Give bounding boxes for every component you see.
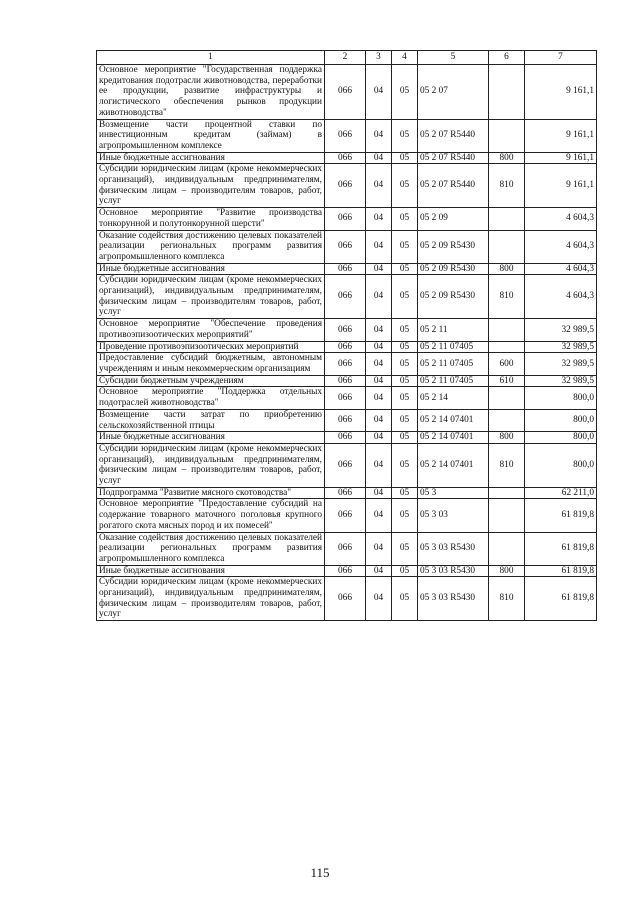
amount-cell: 32 989,5 [525, 375, 597, 387]
subsection-code-cell: 05 [392, 387, 418, 409]
target-article-code-cell: 05 3 [418, 487, 489, 499]
table-row [97, 164, 597, 208]
header-col-2: 2 [325, 51, 366, 65]
expense-type-code-cell [489, 319, 525, 341]
table-row [97, 119, 597, 152]
subsection-code-cell: 05 [392, 487, 418, 499]
amount-cell: 32 989,5 [525, 319, 597, 341]
target-article-code-cell: 05 2 07 R5440 [418, 164, 489, 208]
target-article-code-cell: 05 2 11 07405 [418, 353, 489, 375]
amount-cell: 4 604,3 [525, 275, 597, 319]
amount-cell: 800,0 [525, 409, 597, 431]
section-code-cell: 04 [366, 375, 392, 387]
header-col-1: 1 [97, 51, 325, 65]
ministry-code-cell: 066 [325, 565, 366, 577]
section-code-cell: 04 [366, 577, 392, 621]
target-article-code-cell: 05 2 09 R5430 [418, 230, 489, 263]
target-article-code-cell: 05 3 03 R5430 [418, 532, 489, 565]
target-article-code-cell: 05 2 09 R5430 [418, 263, 489, 275]
item-name-cell: Основное мероприятие "Развитие производства тонкорунной и полутонкорунной шерсти" [97, 208, 325, 230]
amount-cell: 61 819,8 [525, 499, 597, 532]
ministry-code-cell: 066 [325, 375, 366, 387]
table-row [97, 375, 597, 387]
subsection-code-cell: 05 [392, 577, 418, 621]
table-row [97, 319, 597, 341]
item-name-cell: Иные бюджетные ассигнования [97, 565, 325, 577]
ministry-code-cell: 066 [325, 208, 366, 230]
table-row [97, 341, 597, 353]
subsection-code-cell: 05 [392, 275, 418, 319]
ministry-code-cell: 066 [325, 341, 366, 353]
subsection-code-cell: 05 [392, 119, 418, 152]
subsection-code-cell: 05 [392, 341, 418, 353]
header-col-3: 3 [366, 51, 392, 65]
section-code-cell: 04 [366, 432, 392, 444]
expense-type-code-cell [489, 409, 525, 431]
ministry-code-cell: 066 [325, 152, 366, 164]
section-code-cell: 04 [366, 275, 392, 319]
subsection-code-cell: 05 [392, 565, 418, 577]
table-body [97, 65, 597, 621]
table-row [97, 275, 597, 319]
item-name-cell: Подпрограмма "Развитие мясного скотоводства" [97, 487, 325, 499]
table-row [97, 152, 597, 164]
amount-cell: 4 604,3 [525, 230, 597, 263]
section-code-cell: 04 [366, 409, 392, 431]
expense-type-code-cell [489, 119, 525, 152]
item-name-cell: Предоставление субсидий бюджетным, автономным учреждениям и иным некоммерческим организациям [97, 353, 325, 375]
amount-cell: 800,0 [525, 387, 597, 409]
section-code-cell: 04 [366, 208, 392, 230]
section-code-cell: 04 [366, 319, 392, 341]
subsection-code-cell: 05 [392, 164, 418, 208]
target-article-code-cell: 05 2 09 R5430 [418, 275, 489, 319]
expense-type-code-cell: 610 [489, 375, 525, 387]
ministry-code-cell: 066 [325, 487, 366, 499]
section-code-cell: 04 [366, 263, 392, 275]
section-code-cell: 04 [366, 119, 392, 152]
target-article-code-cell: 05 2 11 [418, 319, 489, 341]
subsection-code-cell: 05 [392, 263, 418, 275]
item-name-cell: Субсидии бюджетным учреждениям [97, 375, 325, 387]
budget-table [96, 50, 597, 621]
item-name-cell: Иные бюджетные ассигнования [97, 432, 325, 444]
section-code-cell: 04 [366, 164, 392, 208]
amount-cell: 4 604,3 [525, 208, 597, 230]
ministry-code-cell: 066 [325, 499, 366, 532]
target-article-code-cell: 05 2 14 07401 [418, 409, 489, 431]
amount-cell: 800,0 [525, 443, 597, 487]
expense-type-code-cell: 800 [489, 565, 525, 577]
table-header [97, 51, 597, 65]
expense-type-code-cell: 800 [489, 263, 525, 275]
table-row [97, 230, 597, 263]
subsection-code-cell: 05 [392, 499, 418, 532]
subsection-code-cell: 05 [392, 432, 418, 444]
amount-cell: 61 819,8 [525, 565, 597, 577]
expense-type-code-cell [489, 341, 525, 353]
amount-cell: 61 819,8 [525, 532, 597, 565]
table-row [97, 387, 597, 409]
item-name-cell: Основное мероприятие "Предоставление субсидий на содержание товарного маточного поголовья крупного рогатого скота мясных пород и их помесей" [97, 499, 325, 532]
target-article-code-cell: 05 3 03 R5430 [418, 577, 489, 621]
header-col-4: 4 [392, 51, 418, 65]
ministry-code-cell: 066 [325, 65, 366, 120]
item-name-cell: Субсидии юридическим лицам (кроме некоммерческих организаций), индивидуальным предпринимателям, физическим лицам – производителям товаров, работ, услуг [97, 275, 325, 319]
expense-type-code-cell: 810 [489, 164, 525, 208]
target-article-code-cell: 05 3 03 [418, 499, 489, 532]
amount-cell: 32 989,5 [525, 353, 597, 375]
ministry-code-cell: 066 [325, 263, 366, 275]
item-name-cell: Возмещение части процентной ставки по инвестиционным кредитам (займам) в агропромышленном комплексе [97, 119, 325, 152]
ministry-code-cell: 066 [325, 577, 366, 621]
section-code-cell: 04 [366, 65, 392, 120]
amount-cell: 9 161,1 [525, 164, 597, 208]
item-name-cell: Субсидии юридическим лицам (кроме некоммерческих организаций), индивидуальным предпринимателям, физическим лицам – производителям товаров, работ, услуг [97, 443, 325, 487]
expense-type-code-cell [489, 487, 525, 499]
table-row [97, 432, 597, 444]
ministry-code-cell: 066 [325, 319, 366, 341]
expense-type-code-cell [489, 208, 525, 230]
target-article-code-cell: 05 3 03 R5430 [418, 565, 489, 577]
page-number: 115 [310, 865, 330, 880]
amount-cell: 61 819,8 [525, 577, 597, 621]
amount-cell: 9 161,1 [525, 152, 597, 164]
target-article-code-cell: 05 2 07 [418, 65, 489, 120]
expense-type-code-cell: 810 [489, 443, 525, 487]
item-name-cell: Основное мероприятие "Государственная поддержка кредитования подотрасли животноводства, переработки ее продукции, развитие инфраструктуры и логистического обеспечения рынков продукции животноводства" [97, 65, 325, 120]
ministry-code-cell: 066 [325, 275, 366, 319]
target-article-code-cell: 05 2 09 [418, 208, 489, 230]
section-code-cell: 04 [366, 532, 392, 565]
expense-type-code-cell [489, 230, 525, 263]
target-article-code-cell: 05 2 07 R5440 [418, 152, 489, 164]
header-row [97, 51, 597, 65]
amount-cell: 4 604,3 [525, 263, 597, 275]
table-row [97, 532, 597, 565]
table-row [97, 353, 597, 375]
header-col-6: 6 [489, 51, 525, 65]
ministry-code-cell: 066 [325, 387, 366, 409]
item-name-cell: Возмещение части затрат по приобретению сельскохозяйственной птицы [97, 409, 325, 431]
subsection-code-cell: 05 [392, 65, 418, 120]
ministry-code-cell: 066 [325, 164, 366, 208]
subsection-code-cell: 05 [392, 353, 418, 375]
subsection-code-cell: 05 [392, 319, 418, 341]
section-code-cell: 04 [366, 487, 392, 499]
subsection-code-cell: 05 [392, 375, 418, 387]
section-code-cell: 04 [366, 230, 392, 263]
table-row [97, 263, 597, 275]
expense-type-code-cell: 810 [489, 577, 525, 621]
item-name-cell: Оказание содействия достижению целевых показателей реализации региональных программ развития агропромышленного комплекса [97, 230, 325, 263]
amount-cell: 32 989,5 [525, 341, 597, 353]
item-name-cell: Основное мероприятие "Обеспечение проведения противоэпизоотических мероприятий" [97, 319, 325, 341]
table-row [97, 499, 597, 532]
table-row [97, 577, 597, 621]
subsection-code-cell: 05 [392, 230, 418, 263]
ministry-code-cell: 066 [325, 443, 366, 487]
ministry-code-cell: 066 [325, 432, 366, 444]
item-name-cell: Субсидии юридическим лицам (кроме некоммерческих организаций), индивидуальным предпринимателям, физическим лицам – производителям товаров, работ, услуг [97, 164, 325, 208]
table-row [97, 65, 597, 120]
section-code-cell: 04 [366, 387, 392, 409]
item-name-cell: Иные бюджетные ассигнования [97, 263, 325, 275]
table-row [97, 443, 597, 487]
item-name-cell: Основное мероприятие "Поддержка отдельных подотраслей животноводства" [97, 387, 325, 409]
amount-cell: 9 161,1 [525, 65, 597, 120]
target-article-code-cell: 05 2 07 R5440 [418, 119, 489, 152]
header-col-5: 5 [418, 51, 489, 65]
section-code-cell: 04 [366, 152, 392, 164]
item-name-cell: Проведение противоэпизоотических мероприятий [97, 341, 325, 353]
expense-type-code-cell: 810 [489, 275, 525, 319]
section-code-cell: 04 [366, 341, 392, 353]
item-name-cell: Иные бюджетные ассигнования [97, 152, 325, 164]
target-article-code-cell: 05 2 11 07405 [418, 375, 489, 387]
amount-cell: 62 211,0 [525, 487, 597, 499]
expense-type-code-cell [489, 65, 525, 120]
expense-type-code-cell [489, 387, 525, 409]
target-article-code-cell: 05 2 14 07401 [418, 443, 489, 487]
amount-cell: 9 161,1 [525, 119, 597, 152]
section-code-cell: 04 [366, 353, 392, 375]
header-col-7: 7 [525, 51, 597, 65]
ministry-code-cell: 066 [325, 119, 366, 152]
table-row [97, 565, 597, 577]
target-article-code-cell: 05 2 11 07405 [418, 341, 489, 353]
ministry-code-cell: 066 [325, 409, 366, 431]
table-row [97, 409, 597, 431]
subsection-code-cell: 05 [392, 532, 418, 565]
section-code-cell: 04 [366, 499, 392, 532]
section-code-cell: 04 [366, 565, 392, 577]
subsection-code-cell: 05 [392, 208, 418, 230]
item-name-cell: Оказание содействия достижению целевых показателей реализации региональных программ развития агропромышленного комплекса [97, 532, 325, 565]
table-row [97, 487, 597, 499]
amount-cell: 800,0 [525, 432, 597, 444]
target-article-code-cell: 05 2 14 07401 [418, 432, 489, 444]
ministry-code-cell: 066 [325, 532, 366, 565]
subsection-code-cell: 05 [392, 443, 418, 487]
subsection-code-cell: 05 [392, 152, 418, 164]
subsection-code-cell: 05 [392, 409, 418, 431]
item-name-cell: Субсидии юридическим лицам (кроме некоммерческих организаций), индивидуальным предпринимателям, физическим лицам – производителям товаров, работ, услуг [97, 577, 325, 621]
ministry-code-cell: 066 [325, 230, 366, 263]
table-row [97, 208, 597, 230]
ministry-code-cell: 066 [325, 353, 366, 375]
expense-type-code-cell: 800 [489, 432, 525, 444]
expense-type-code-cell [489, 499, 525, 532]
expense-type-code-cell: 600 [489, 353, 525, 375]
expense-type-code-cell [489, 532, 525, 565]
section-code-cell: 04 [366, 443, 392, 487]
target-article-code-cell: 05 2 14 [418, 387, 489, 409]
expense-type-code-cell: 800 [489, 152, 525, 164]
